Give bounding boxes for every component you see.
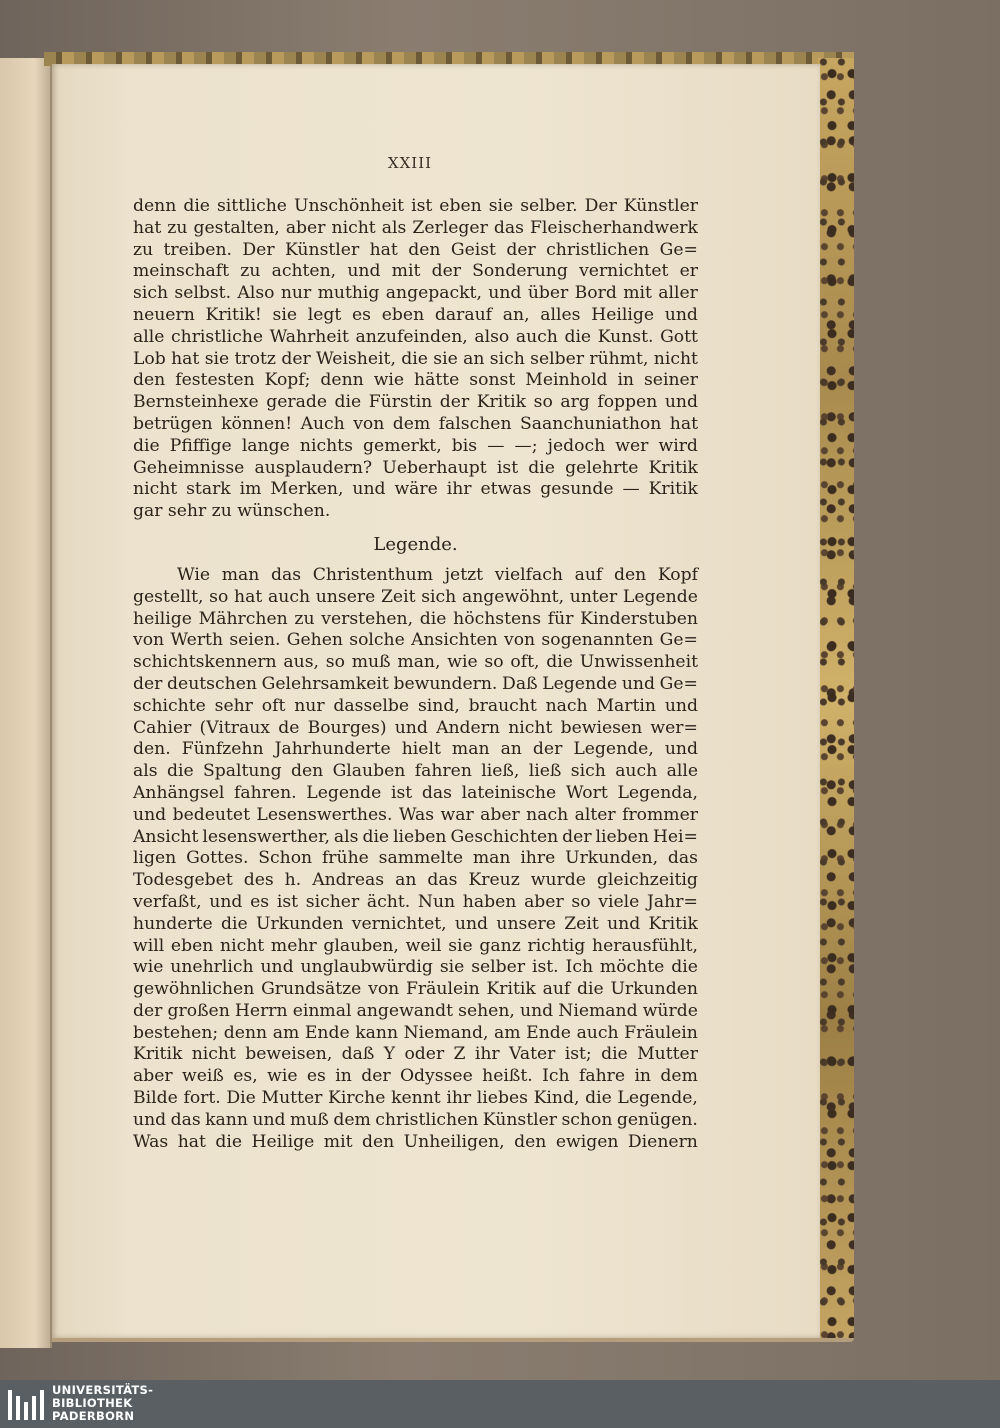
text-line: heilige Mährchen zu verstehen, die höchstens für Kinderstuben bbox=[133, 608, 698, 629]
paragraph-1 bbox=[133, 196, 698, 523]
text-line: Todesgebet des h. Andreas an das Kreuz wurde gleichzeitig bbox=[133, 870, 698, 891]
text-line: aber weiß es, wie es in der Odyssee heißt. Ich fahre in dem bbox=[133, 1066, 698, 1087]
text-line: bestehen; denn am Ende kann Niemand, am Ende auch Fräulein bbox=[133, 1022, 698, 1043]
text-line: gestellt, so hat auch unsere Zeit sich angewöhnt, unter Legende bbox=[133, 586, 698, 607]
text-line: Bernsteinhexe gerade die Fürstin der Kritik so arg foppen und bbox=[133, 392, 698, 413]
text-line: hunderte die Urkunden vernichtet, und unsere Zeit und Kritik bbox=[133, 913, 698, 934]
text-line: denn die sittliche Unschönheit ist eben sie selber. Der Künstler bbox=[133, 196, 698, 216]
text-line: Ansicht lesenswerther, als die lieben Geschichten der lieben Hei= bbox=[133, 826, 698, 847]
text-line: von Werth seien. Gehen solche Ansichten von sogenannten Ge= bbox=[133, 630, 698, 651]
text-line: hat zu gestalten, aber nicht als Zerleger das Fleischerhandwerk bbox=[133, 217, 698, 238]
text-line: den festesten Kopf; denn wie hätte sonst Meinhold in seiner bbox=[133, 370, 698, 391]
library-logo-text bbox=[52, 1384, 153, 1423]
text-line: der deutschen Gelehrsamkeit bewundern. Daß Legende und Ge= bbox=[133, 673, 698, 694]
text-line: der großen Herrn einmal angewandt sehen, und Niemand würde bbox=[133, 1000, 698, 1021]
text-line: verfaßt, und es ist sicher ächt. Nun haben aber so viele Jahr= bbox=[133, 891, 698, 912]
text-line: Cahier (Vitraux de Bourges) und Andern nicht bewiesen wer= bbox=[133, 717, 698, 738]
text-line: schichtskennern aus, so muß man, wie so oft, die Unwissenheit bbox=[133, 652, 698, 673]
text-line: nicht stark im Merken, und wäre ihr etwas gesunde — Kritik bbox=[133, 479, 698, 500]
text-line: Was hat die Heilige mit den Unheiligen, den ewigen Dienern bbox=[133, 1131, 698, 1152]
text-line: Wie man das Christenthum jetzt vielfach auf den Kopf bbox=[177, 564, 698, 585]
text-line: Lob hat sie trotz der Weisheit, die sie an sich selber rühmt, nicht bbox=[133, 348, 698, 369]
text-line: Anhängsel fahren. Legende ist das lateinische Wort Legenda, bbox=[133, 782, 698, 803]
text-line: Kritik nicht beweisen, daß Y oder Z ihr Vater ist; die Mutter bbox=[133, 1044, 698, 1065]
text-line: und das kann und muß dem christlichen Künstler schon genügen. bbox=[133, 1109, 698, 1130]
text-line: neuern Kritik! sie legt es eben darauf an, alles Heilige und bbox=[133, 304, 698, 325]
paragraph-2 bbox=[133, 565, 698, 1154]
text-line: meinschaft zu achten, und mit der Sonderung vernichtet er bbox=[133, 261, 698, 282]
text-line: alle christliche Wahrheit anzufeinden, also auch die Kunst. Gott bbox=[133, 326, 698, 347]
text-line: schichte sehr oft nur dasselbe sind, braucht nach Martin und bbox=[133, 695, 698, 716]
logo-line: BIBLIOTHEK bbox=[52, 1396, 133, 1410]
library-logo-icon bbox=[6, 1386, 46, 1422]
library-footer-bar bbox=[0, 1380, 1000, 1428]
text-line: sich selbst. Also nur muthig angepackt, und über Bord mit aller bbox=[133, 283, 698, 304]
text-line: zu treiben. Der Künstler hat den Geist der christlichen Ge= bbox=[133, 239, 698, 260]
text-line: den. Fünfzehn Jahrhunderte hielt man an der Legende, und bbox=[133, 739, 698, 760]
text-line: wie unehrlich und unglaubwürdig sie selber ist. Ich möchte die bbox=[133, 957, 698, 978]
logo-line: UNIVERSITÄTS- bbox=[52, 1383, 154, 1397]
text-line: und bedeutet Lesenswerthes. Was war aber nach alter frommer bbox=[133, 804, 698, 825]
section-heading: Legende. bbox=[373, 533, 458, 555]
text-line: gewöhnlichen Grundsätze von Fräulein Kritik auf die Urkunden bbox=[133, 979, 698, 1000]
text-line: Geheimnisse ausplaudern? Ueberhaupt ist die gelehrte Kritik bbox=[133, 457, 698, 478]
text-line: gar sehr zu wünschen. bbox=[133, 501, 331, 522]
page-number: XXIII bbox=[387, 154, 433, 172]
logo-line: PADERBORN bbox=[52, 1409, 135, 1423]
text-line: Bilde fort. Die Mutter Kirche kennt ihr liebes Kind, die Legende, bbox=[133, 1088, 698, 1109]
text-line: die Pfiffige lange nichts gemerkt, bis — —; jedoch wer wird bbox=[133, 435, 698, 456]
text-line: ligen Gottes. Schon frühe sammelte man ihre Urkunden, das bbox=[133, 848, 698, 869]
marbled-edge bbox=[818, 58, 854, 1338]
text-line: als die Spaltung den Glauben fahren ließ, ließ sich auch alle bbox=[133, 761, 698, 782]
text-line: betrügen können! Auch von dem falschen Saanchuniathon hat bbox=[133, 413, 698, 434]
left-page-edge bbox=[0, 58, 52, 1348]
text-line: will eben nicht mehr glauben, weil sie ganz richtig herausfühlt, bbox=[133, 935, 698, 956]
text-block bbox=[133, 196, 698, 1153]
